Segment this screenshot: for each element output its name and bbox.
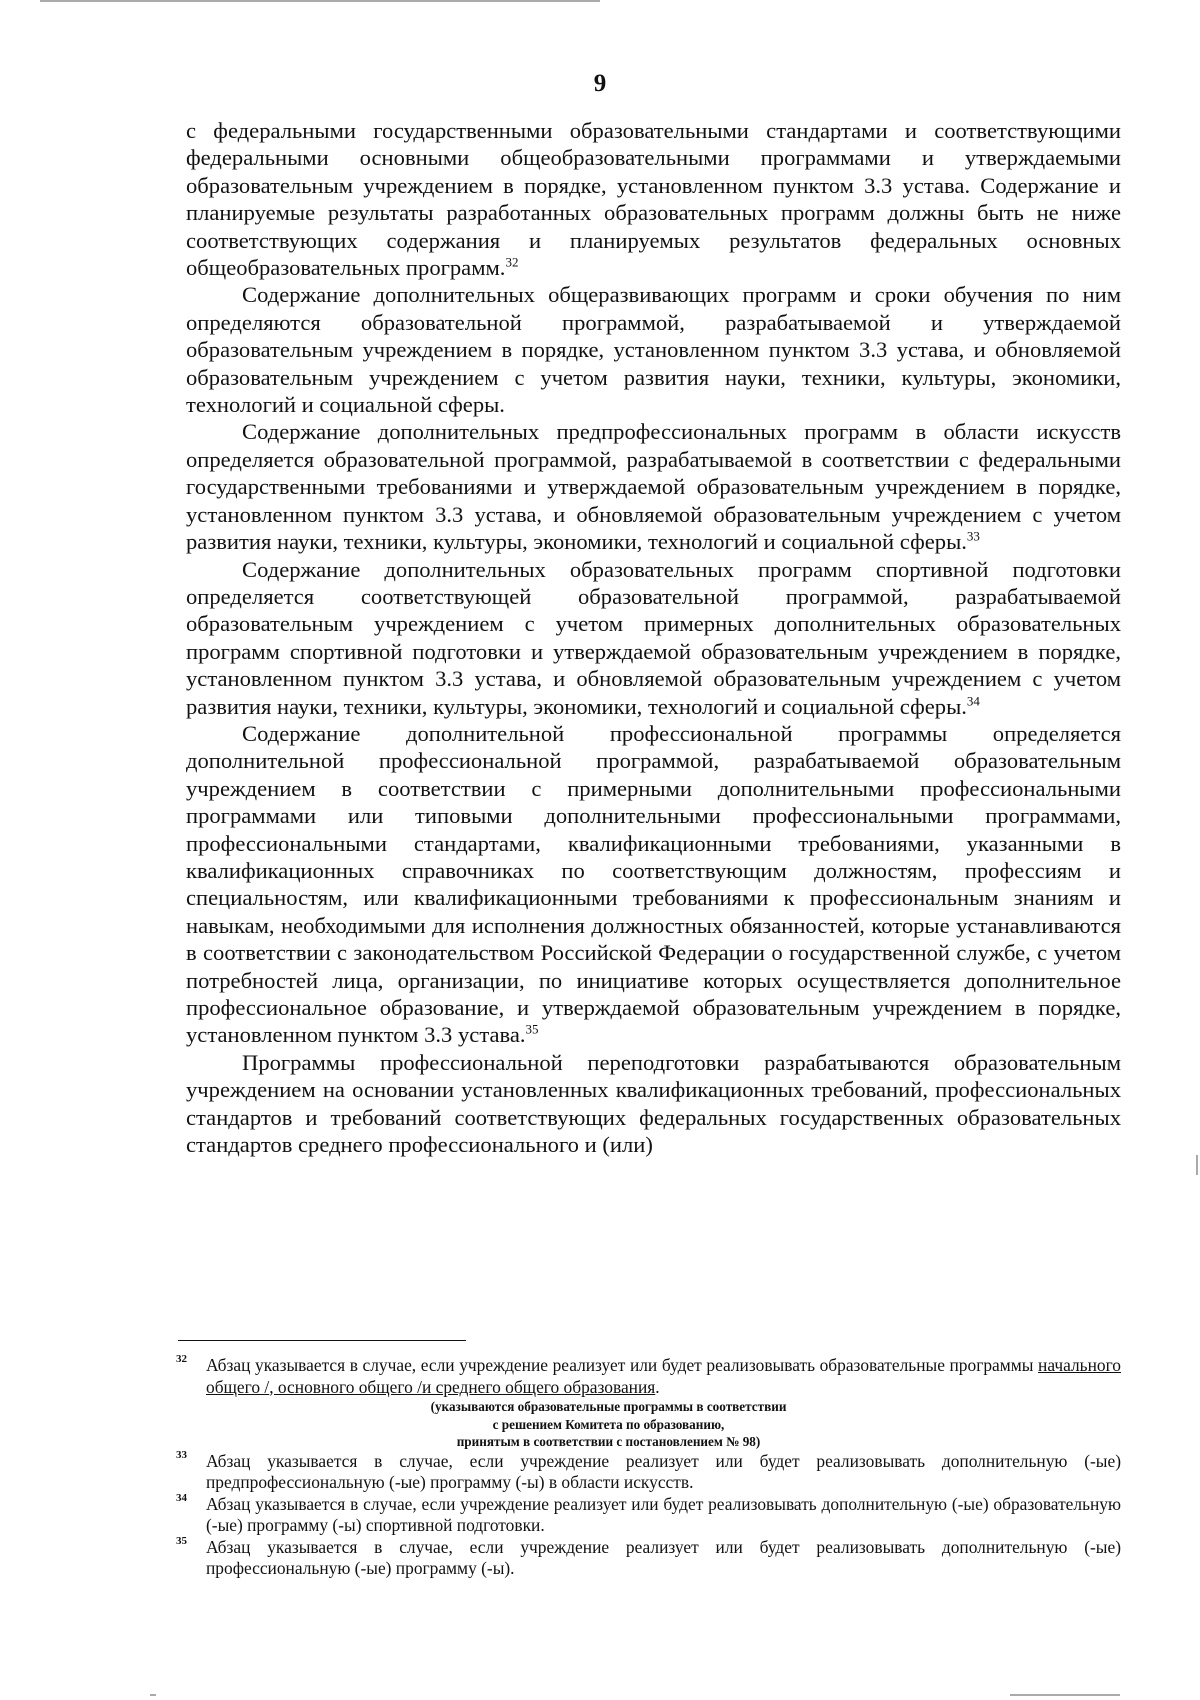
scan-edge-mark: [40, 0, 600, 2]
paragraph-text: Содержание дополнительных предпрофессиональных программ в области искусств определяется образовательной программой, разрабатываемой в соответствии с федеральными государственными требованиями и утверждаемой образовательным учреждением в порядке, установленном пунктом 3.3 устава, и обновляемой образовательным учреждением с учетом развития науки, техники, культуры, экономики, технологий и социальной сферы.: [186, 419, 1121, 555]
footnotes: [176, 1355, 1121, 1580]
footnote-35: [176, 1534, 1121, 1580]
footnote-ref: 35: [525, 1021, 539, 1037]
footnote-32: [176, 1355, 1121, 1451]
footnote-option: и среднего общего образования: [421, 1376, 656, 1397]
footnote-ref: 34: [966, 693, 980, 708]
scan-edge-mark: [150, 1694, 156, 1696]
footnote-instruction: [326, 1398, 891, 1451]
footnote-34: [176, 1491, 1121, 1537]
paragraph-text: с федеральными государственными образовательными стандартами и соответствующими федеральными основными общеобразовательными программами и утверждаемыми образовательным учреждением в порядке, установленном пунктом 3.3 устава. Содержание и планируемые результаты разработанных образовательных программ должны быть не ниже соответствующих содержания и планируемых результатов федеральных основных общеобразовательных программ.: [186, 118, 1121, 281]
footnote-text: Абзац указывается в случае, если учреждение реализует или будет реализовывать дополнительную (-ые) профессиональную (-ые) программу (-ы).: [206, 1536, 1121, 1578]
paragraph: [186, 281, 1121, 418]
footnote-mark: 34: [176, 1491, 187, 1504]
scan-edge-mark: [1196, 1155, 1198, 1175]
main-text: [186, 117, 1121, 1158]
footnote-mark: 35: [176, 1534, 187, 1547]
footnote-mark: 33: [176, 1448, 187, 1461]
paragraph: [186, 117, 1121, 281]
paragraph-text: Содержание дополнительной профессиональной программы определяется дополнительной профессиональной программой, разрабатываемой образовательным учреждением в соответствии с примерными дополнительными профессиональными программами или типовыми дополнительными профессиональными программами, профессиональными стандартами, квалификационными требованиями, указанными в квалификационных справочниках по соответствующим должностям, профессиям и специальностям, или квалификационными требованиями к профессиональным знаниям и навыкам, необходимыми для исполнения должностных обязанностей, которые устанавливаются в соответствии с законодательством Российской Федерации о государственной службе, с учетом потребностей лица, организации, по инициативе которых осуществляется дополнительное профессиональное образование, и утверждаемой образовательным учреждением в порядке, установленном пунктом 3.3 устава.: [186, 720, 1121, 1048]
footnote-33: [176, 1448, 1121, 1494]
instruction-line: (указываются образовательные программы в соответствии: [430, 1399, 787, 1414]
footnote-text: Абзац указывается в случае, если учреждение реализует или будет реализовывать дополнительную (-ые) предпрофессиональную (-ые) программу (-ы) в области искусств.: [206, 1450, 1121, 1492]
instruction-line: с решением Комитета по образованию,: [492, 1416, 725, 1432]
paragraph-text: Содержание дополнительных образовательных программ спортивной подготовки определяется соответствующей образовательной программой, разрабатываемой образовательным учреждением с учетом примерных дополнительных образовательных программ спортивной подготовки и утверждаемой образовательным учреждением в порядке, установленном пунктом 3.3 устава, и обновляемой образовательным учреждением с учетом развития науки, техники, культуры, экономики, технологий и социальной сферы.: [186, 556, 1121, 719]
paragraph-text: Содержание дополнительных общеразвивающих программ и сроки обучения по ним определяются образовательной программой, разрабатываемой и утверждаемой образовательным учреждением в порядке, установленном пунктом 3.3 устава, и обновляемой образовательным учреждением с учетом развития науки, техники, культуры, экономики, технологий и социальной сферы.: [186, 282, 1121, 418]
footnote-ref: 32: [505, 254, 519, 270]
scan-edge-mark: [1010, 1694, 1120, 1696]
instruction-line: принятым в соответствии с постановлением № 98): [456, 1434, 761, 1449]
footnote-text-end: .: [655, 1376, 660, 1397]
footnote-text: Абзац указывается в случае, если учреждение реализует или будет реализовывать дополнительную (-ые) образовательную (-ые) программу (-ы) спортивной подготовки.: [206, 1493, 1121, 1535]
paragraph: [186, 556, 1121, 720]
page-number: 9: [593, 70, 607, 97]
footnote-ref: 33: [966, 528, 980, 544]
footnote-option: начального общего /: [206, 1355, 1121, 1397]
paragraph: [186, 1049, 1121, 1159]
footnote-mark: 32: [176, 1353, 187, 1365]
paragraph: [186, 418, 1121, 555]
paragraph: [186, 720, 1121, 1049]
footnote-option: , основного общего /: [269, 1376, 422, 1397]
footnote-separator: [178, 1340, 466, 1341]
paragraph-text: Программы профессиональной переподготовки разрабатываются образовательным учреждением на основании установленных квалификационных требований, профессиональных стандартов и требований соответствующих федеральных государственных образовательных стандартов среднего профессионального и (или): [186, 1049, 1121, 1158]
footnote-text: Абзац указывается в случае, если учреждение реализует или будет реализовывать образовательные программы: [206, 1355, 1039, 1375]
